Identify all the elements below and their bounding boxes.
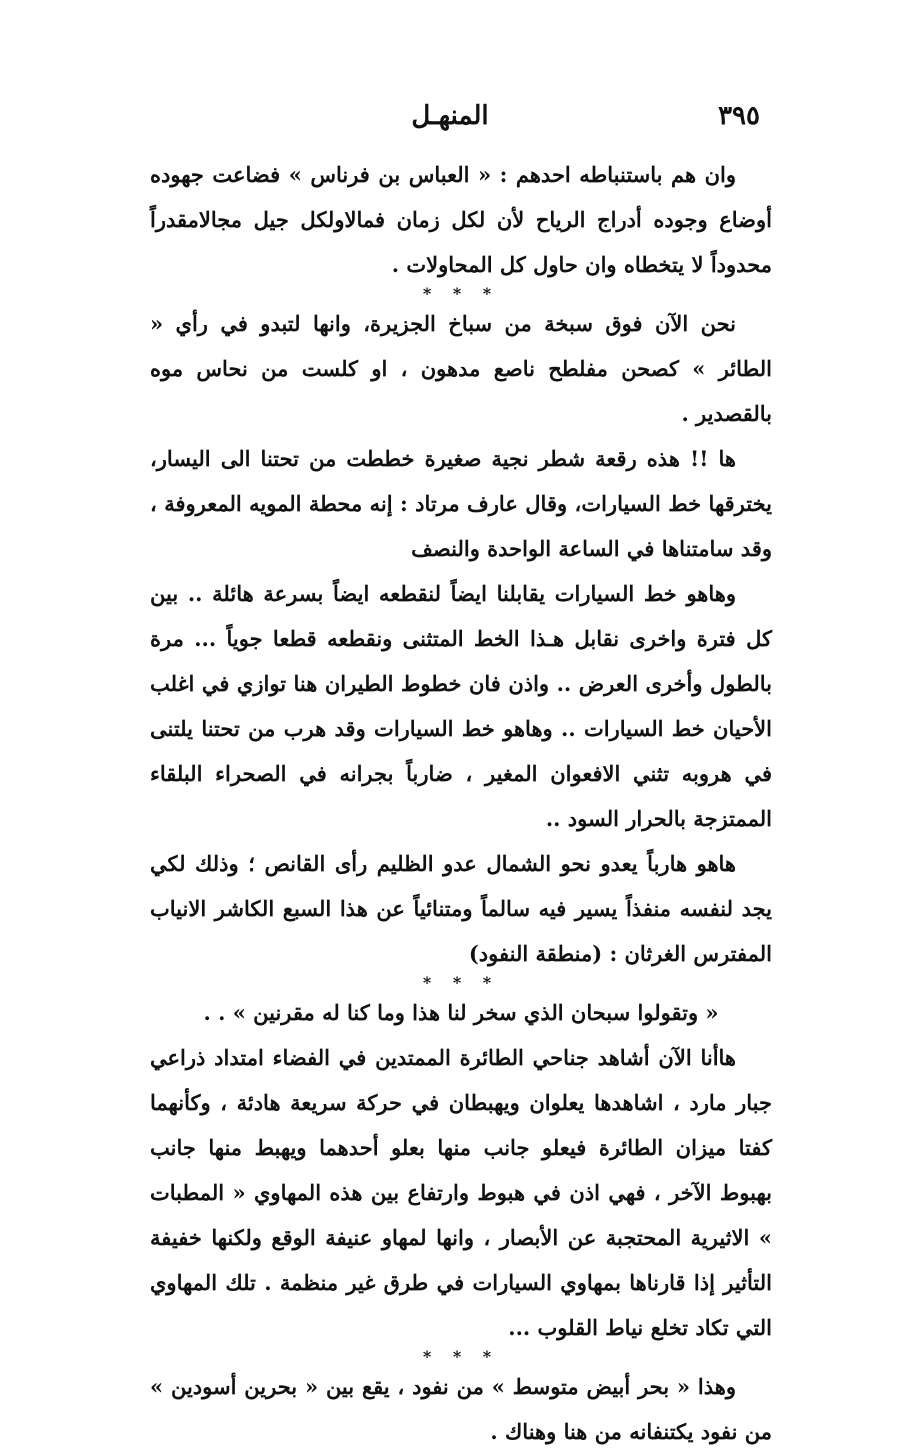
section-separator-2: * * * (422, 973, 500, 992)
section-separator-3: * * * (422, 1347, 500, 1366)
paragraph-6: هاأنا الآن أشاهد جناحي الطائرة الممتدين في الفضاء امتداد ذراعي جبار مارد ، اشاهدها يعلوان ويهبطان في حركة سريعة هادئة ، وكأنهما كفتا ميزان الطائرة فيعلو جانب منها بعلو أحدهما ويهبط منها جانب بهبوط الآخر ، فهي اذن في هبوط وارتفاع بين هذه المهاوي « المطبات » الاثيرية المحتجبة عن الأبصار ، وانها لمهاو عنيفة الوقع ولكنها خفيفة التأثير إذا قارناها بمهاوي السيارات في طرق غير منظمة . تلك المهاوي التي تكاد تخلع نياط القلوب ... (150, 1045, 772, 1340)
paragraph-5: هاهو هارباً يعدو نحو الشمال عدو الظليم رأى القانص ؛ وذلك لكي يجد لنفسه منفذاً يسير فيه سالماً ومتنائياً عن هذا السبع الكاشر الانياب المفترس الغرثان : (منطقة النفود) (150, 851, 772, 966)
paragraph-2: نحن الآن فوق سبخة من سباخ الجزيرة، وانها لتبدو في رأي « الطائر » كصحن مفلطح ناصع مدهون ، او كلست من نحاس موه بالقصدير . (150, 311, 772, 426)
paragraph-7: وهذا « بحر أبيض متوسط » من نفود ، يقع بين « بحرين أسودين » من نفود يكتنفانه من هنا وهناك . (150, 1374, 772, 1444)
page-header (140, 96, 760, 136)
quran-quote: « وتقولوا سبحان الذي سخر لنا هذا وما كنا له مقرنين » . . (203, 1000, 719, 1025)
running-title: المنهـل (411, 101, 489, 131)
page-number: ٣٩٥ (718, 101, 760, 131)
paragraph-4: وهاهو خط السيارات يقابلنا ايضاً لنقطعه ايضاً بسرعة هائلة .. بين كل فترة واخرى نقابل هـذا الخط المتثنى ونقطعه قطعا جوياً ... مرة بالطول وأخرى العرض .. واذن فان خطوط الطيران هنا توازي في اغلب الأحيان خط السيارات .. وهاهو خط السيارات وقد هرب من تحتنا يلتنى في هروبه تثني الافعوان المغير ، ضارباً بجرانه في الصحراء البلقاء الممتزجة بالحرار السود .. (150, 581, 772, 831)
body-text (150, 152, 772, 1454)
section-separator-1: * * * (422, 284, 500, 303)
paragraph-1: وان هم باستنباطه احدهم : « العباس بن فرناس » فضاعت جهوده أوضاع وجوده أدراج الرياح لأن لكل زمان فمالاولكل جيل مجالامقدراً محدوداً لا يتخطاه وان حاول كل المحاولات . (150, 162, 772, 277)
paragraph-3: ها !! هذه رقعة شطر نجية صغيرة خططت من تحتنا الى اليسار، يخترقها خط السيارات، وقال عارف مرتاد : إنه محطة المويه المعروفة ، وقد سامتناها في الساعة الواحدة والنصف (150, 446, 772, 561)
